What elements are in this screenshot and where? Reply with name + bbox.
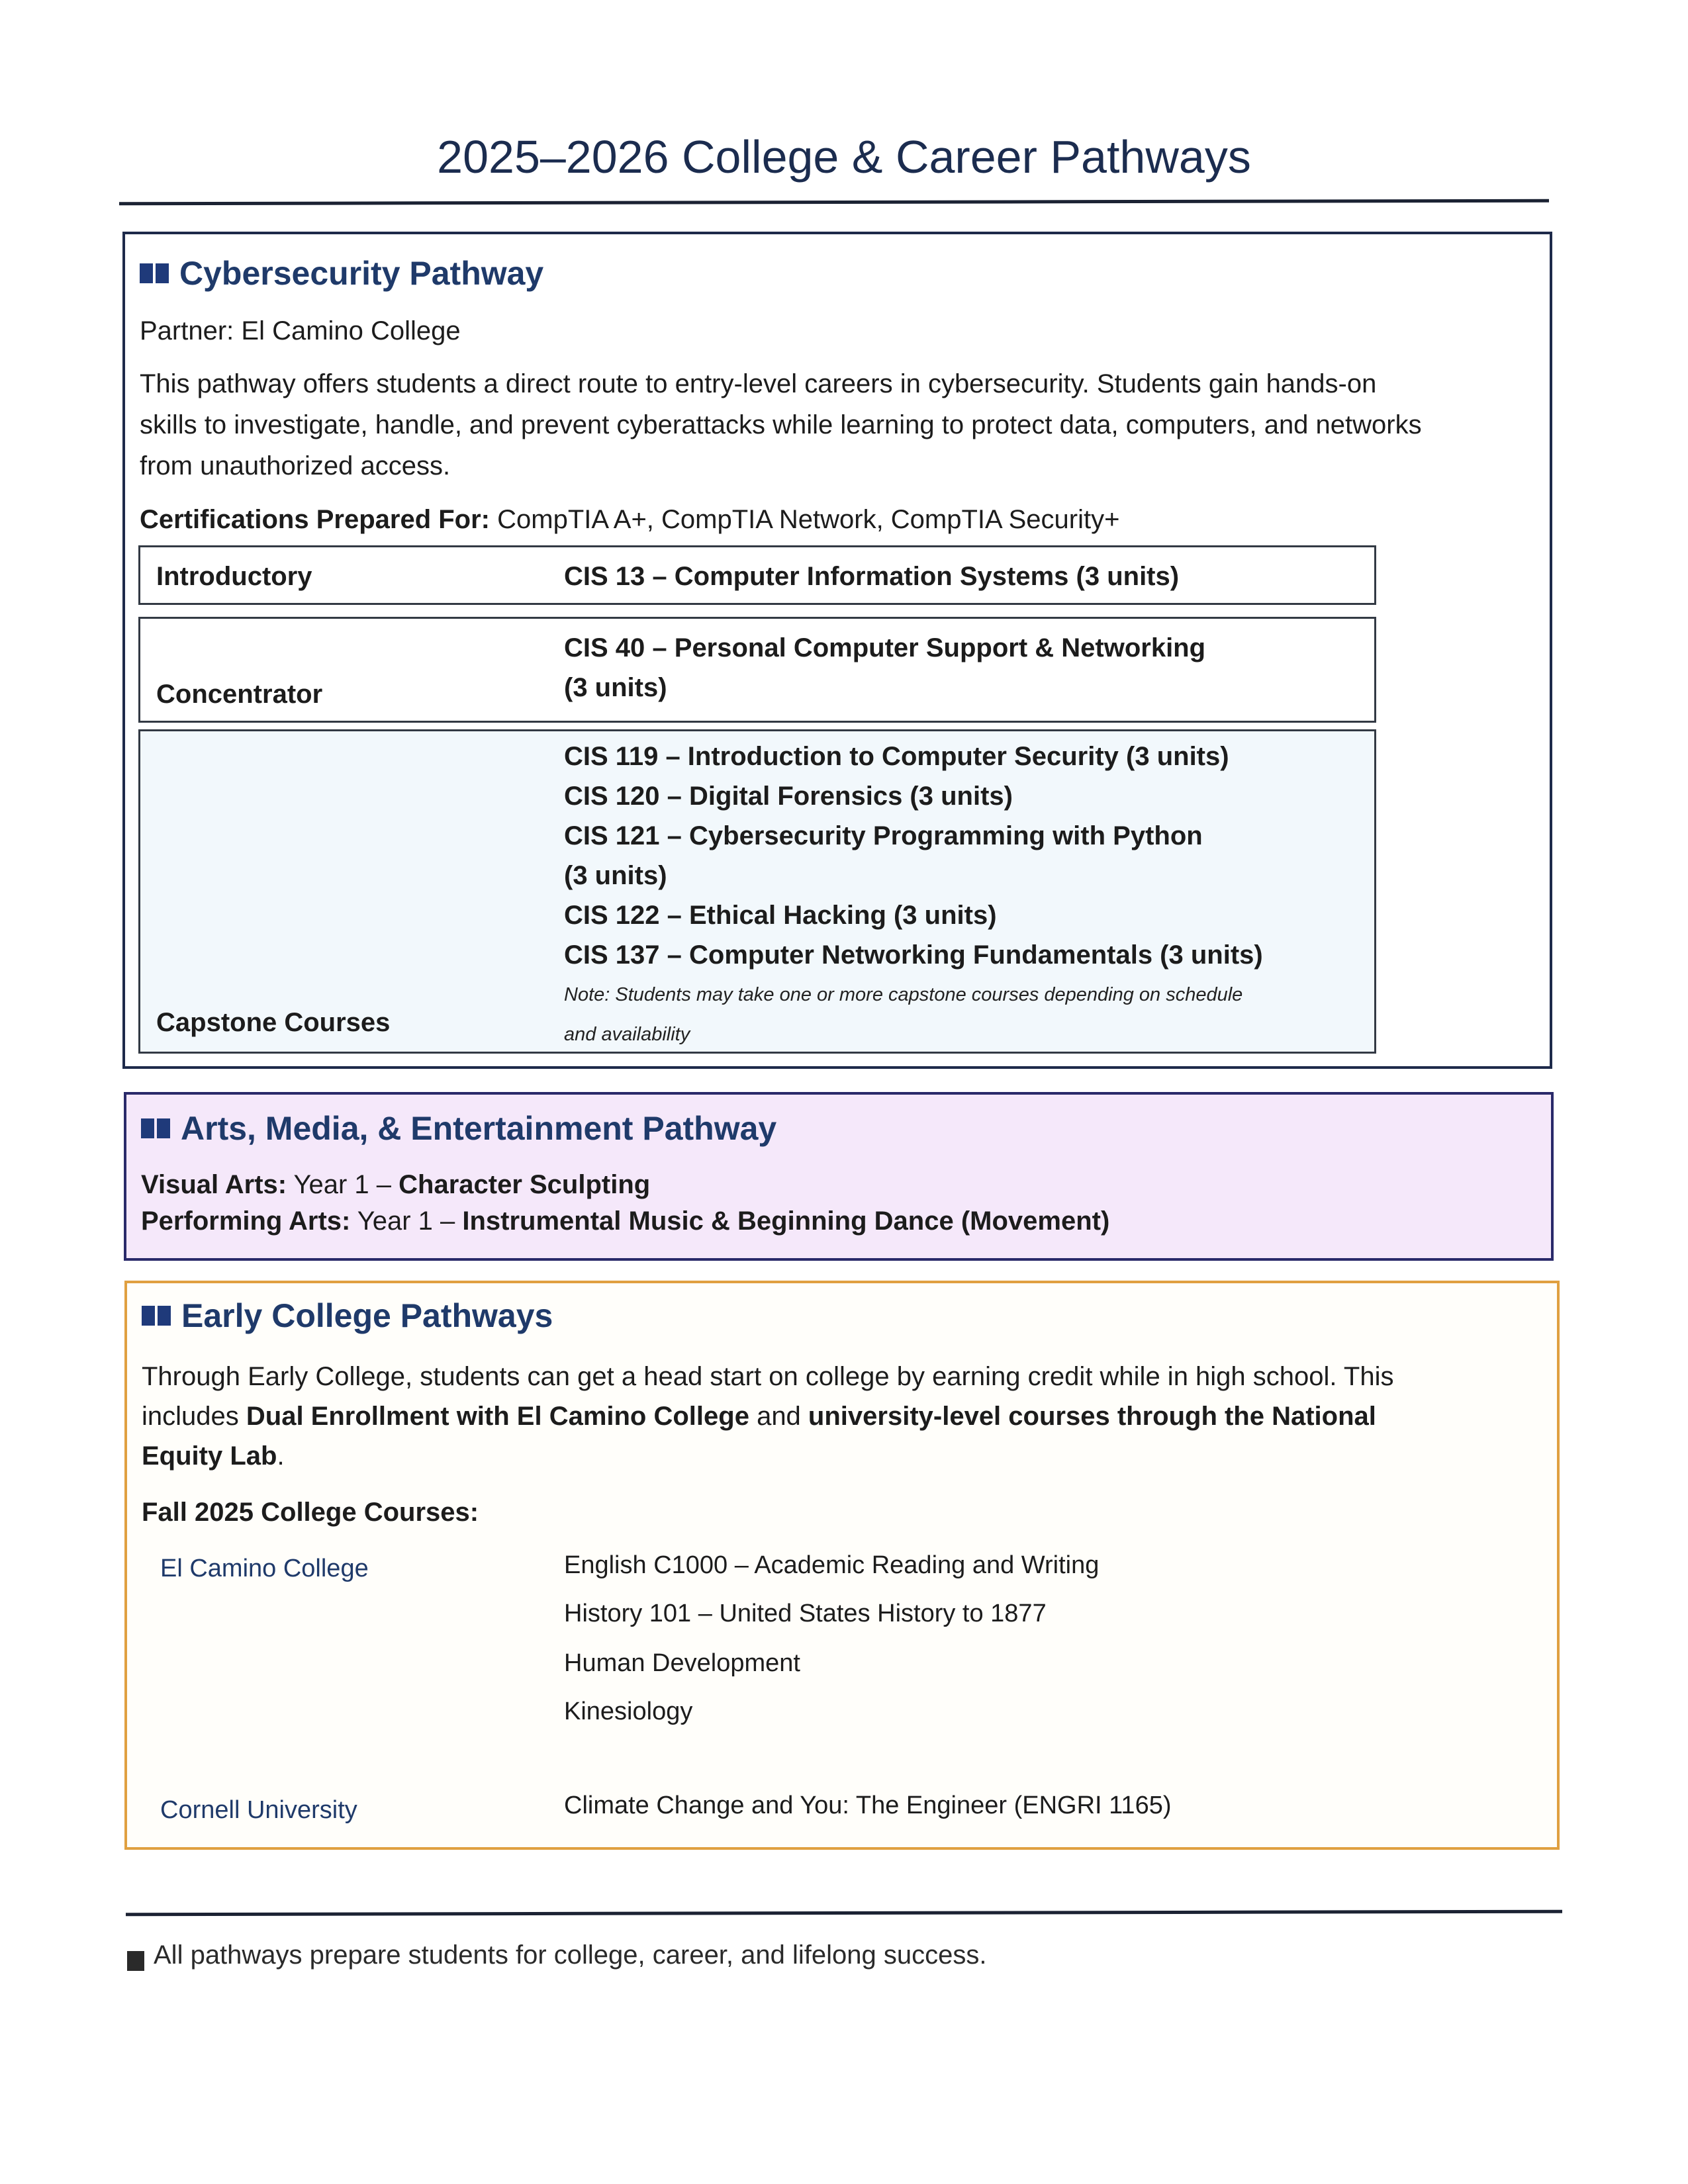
ec-course: English C1000 – Academic Reading and Writing [564, 1551, 1100, 1579]
intro-text: . [277, 1441, 285, 1471]
ec-course: History 101 – United States History to 1877 [564, 1600, 1047, 1627]
ec-course: Climate Change and You: The Engineer (ENGRI 1165) [564, 1792, 1172, 1819]
introductory-row [138, 545, 1376, 605]
ec-course: Human Development [564, 1649, 800, 1677]
partner-text: Partner: El Camino College [140, 316, 461, 345]
row-course: CIS 121 – Cybersecurity Programming with Python [564, 821, 1203, 850]
row-course: (3 units) [564, 673, 667, 702]
page-title: 2025–2026 College & Career Pathways [437, 130, 1251, 183]
certifications-label: Certifications Prepared For: [140, 505, 491, 534]
visual-arts-label: Visual Arts: [141, 1170, 287, 1199]
intro-text: and [749, 1402, 808, 1431]
arts-title: Arts, Media, & Entertainment Pathway [181, 1110, 777, 1147]
bottom-divider [126, 1910, 1562, 1917]
concentrator-row [138, 617, 1376, 723]
capstone-note-line-1: Note: Students may take one or more capstone courses depending on schedule [564, 984, 1243, 1005]
intro-bold: Dual Enrollment with El Camino College [246, 1402, 749, 1431]
early-college-heading [142, 1297, 553, 1335]
description-line-3: from unauthorized access. [140, 451, 451, 480]
cybersecurity-title: Cybersecurity Pathway [179, 255, 544, 292]
performing-arts-label: Performing Arts: [141, 1206, 351, 1236]
intro-line-1: Through Early College, students can get a head start on college by earning credit while in high school. This [142, 1362, 1394, 1391]
visual-arts-year: Year 1 – [287, 1170, 399, 1199]
top-divider [119, 199, 1549, 206]
double-square-icon [140, 263, 169, 283]
visual-arts-course: Character Sculpting [399, 1170, 651, 1199]
intro-line-3 [142, 1435, 285, 1477]
institution-cornell: Cornell University [160, 1796, 357, 1824]
early-college-section [124, 1281, 1560, 1850]
fall-courses-heading: Fall 2025 College Courses: [142, 1498, 479, 1527]
row-course: (3 units) [564, 861, 667, 890]
performing-arts-year: Year 1 – [350, 1206, 463, 1236]
arts-pathway-section [124, 1092, 1554, 1261]
double-square-icon [142, 1306, 171, 1326]
certifications-value: CompTIA A+, CompTIA Network, CompTIA Security+ [497, 505, 1120, 534]
capstone-row [138, 729, 1376, 1054]
ec-course: Kinesiology [564, 1698, 693, 1725]
row-course: CIS 122 – Ethical Hacking (3 units) [564, 901, 997, 930]
intro-text: includes [142, 1402, 246, 1431]
cybersecurity-pathway-section [122, 232, 1552, 1069]
intro-bold: Equity Lab [142, 1441, 277, 1471]
row-label: Capstone Courses [156, 1008, 391, 1037]
row-course: CIS 40 – Personal Computer Support & Networking [564, 633, 1206, 662]
early-college-title: Early College Pathways [181, 1297, 553, 1334]
institution-el-camino: El Camino College [160, 1555, 369, 1582]
footer-text: All pathways prepare students for college, career, and lifelong success. [154, 1940, 987, 1970]
row-course: CIS 13 – Computer Information Systems (3 units) [564, 562, 1180, 591]
row-label: Concentrator [156, 680, 323, 709]
performing-arts-course: Instrumental Music & Beginning Dance (Movement) [462, 1206, 1110, 1236]
row-course: CIS 119 – Introduction to Computer Security (3 units) [564, 742, 1229, 771]
arts-heading [141, 1109, 776, 1148]
cybersecurity-heading [140, 254, 543, 293]
description-line-2: skills to investigate, handle, and prevent cyberattacks while learning to protect data, computers, and networks [140, 410, 1422, 439]
square-bullet-icon [127, 1951, 144, 1971]
description-line-1: This pathway offers students a direct route to entry-level careers in cybersecurity. Students gain hands-on [140, 369, 1377, 398]
intro-line-2 [142, 1396, 1376, 1437]
visual-arts-line [141, 1164, 650, 1205]
row-courses [564, 628, 1205, 707]
certifications-line [140, 499, 1119, 540]
performing-arts-line [141, 1201, 1109, 1242]
row-label: Introductory [156, 562, 312, 591]
row-course: CIS 120 – Digital Forensics (3 units) [564, 782, 1013, 811]
row-course: CIS 137 – Computer Networking Fundamentals (3 units) [564, 940, 1263, 970]
intro-bold: university-level courses through the National [808, 1402, 1376, 1431]
double-square-icon [141, 1118, 170, 1138]
capstone-note-line-2: and availability [564, 1024, 690, 1045]
row-courses [564, 737, 1263, 1054]
